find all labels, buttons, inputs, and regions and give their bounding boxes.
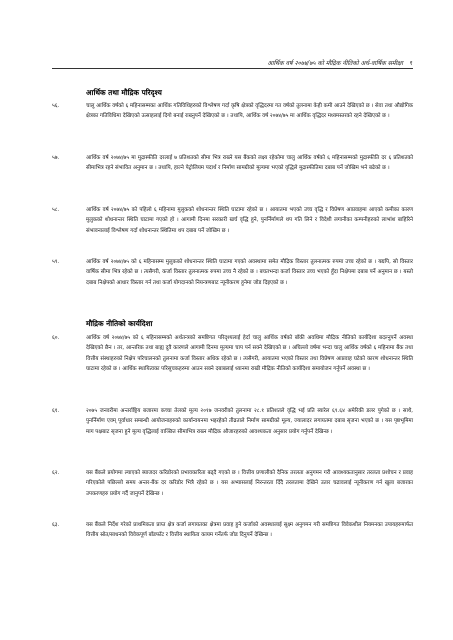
paragraph-number: ६३. (52, 522, 60, 528)
paragraph-text: यस बैंकले प्रयोगमा ल्याएको ब्याजदर करिडोरको प्रभावकारिता बढ्दै गएको छ । वित्तीय प्रणालीको दैनिक तरलता अनुगमन गरी आवश्यकतानुसार तरलता प्रशोचन र प्रवाह गरिएकोले पछिल्लो समय अन्तर-बैंक दर करिडोर भित्रै रहेको छ । यस अभ्यासलाई निरन्तरता दिँदै तरलतामा देखिने उतार चढावलाई न्यूनीकरण गर्न खुला बजारका उपकरणहरु प्रयोग गर्दै जानुपर्ने देखिन्छ । (86, 470, 413, 497)
paragraph-number: ६१. (52, 408, 60, 414)
paragraph-text: आर्थिक वर्ष २०७४/७५ को ६ महिनासम्म मुलुकको शोधनान्तर स्थिति घाटामा गएको अवस्थामा समेत मौद्रिक विस्तार तुलनात्मक रुपमा उच्च रहेको छ । यद्यपि, सो विस्तार वार्षिक सीमा भित्र रहेको छ । त्यसैगरी, कर्जा विस्तार तुलनात्मक रुपमा उच्च नै रहेको छ । बचतभन्दा कर्जा विस्तार उच्च भएको हुँदा निक्षेपमा दबाब पर्ने अनुमान छ । यस्तो दबाब निक्षेपको आधार विस्तार गर्न तथा कर्जा योगदानको नियन्त्रणबाट न्यूनीकरण हुनेमा जोड दिइएको छ । (86, 259, 413, 286)
paragraph-56 (52, 101, 413, 122)
paragraph-number: ६०. (52, 335, 60, 341)
paragraph-text: २०७५ जनवरीमा अन्तर्राष्ट्रिय बजारमा कच्चा तेलको मूल्य २०१७ जनवरीको तुलनामा २८.१ प्रतिशतले वृद्धि भई प्रति ब्यारेल ६९.६४ अमेरिकी डलर पुगेको छ । साथै, पुनर्निर्माण एवम् पूर्वाधार सम्बन्धी आयोजनाहरुको कार्यान्वयनमा भइरहेको तीव्रताले निर्माण सामग्रीको मूल्य, ज्यालादर लगायतमा दबाब सृजना भएको छ । यस पृष्ठभूमिमा माग पक्षबाट सृजना हुने मूल्य वृद्धिलाई वाञ्छित सीमाभित्र राख्न मौद्रिक औजारहरुको आवश्यकता अनुसार प्रयोग गर्नुपर्ने देखिन्छ । (86, 408, 413, 435)
paragraph-text: चालु आर्थिक वर्षको ६ महिनासम्मका आर्थिक गतिविधिहरुको विश्लेषण गर्दा कृषि क्षेत्रको वृद्धिदरमा गत वर्षको तुलनामा केही कमी आउने देखिएको छ । सेवा तथा औद्योगिक क्षेत्रका गतिविधिमा देखिएको उत्साहलाई दिगो बनाई राख्नुपर्ने देखिएको छ । तथापि, आर्थिक वर्ष २०७४/७५ मा आर्थिक वृद्धिदर मध्यमस्तरको रहने देखिएको छ । (86, 103, 413, 120)
header-rule (52, 68, 413, 69)
page-number: ९ (408, 60, 412, 67)
paragraph-number: ५८. (52, 207, 60, 213)
paragraph-number: ५६. (52, 103, 60, 109)
paragraph-57 (52, 153, 413, 174)
running-title: आर्थिक वर्ष २०७४/७५ को मौद्रिक नीतिको अर्ध-वार्षिक समीक्षा (267, 60, 404, 67)
paragraph-63 (52, 520, 413, 541)
paragraph-62 (52, 468, 413, 499)
paragraph-text: आर्थिक वर्ष २०७४/७५ को पहिलो ६ महिनामा मुलुकको शोधनान्तर स्थिति घाटामा रहेको छ । आयातमा भएको उच्च वृद्धि र विप्रेषण आप्रवाहमा आएको कमीका कारण मुलुकको शोधनान्तर स्थिति घाटामा गएको हो । आगामी दिनमा सरकारी खर्च वृद्धि हुने, पुनर्निर्माणले थप गति लिने र विदेशी लगानीका कम्पनीहरुको लाभांश बाहिरिने संभावनालाई विश्लेषण गर्दा शोधनान्तर स्थितिमा थप दबाब पर्ने जोखिम छ । (86, 207, 413, 234)
paragraph-59 (52, 257, 413, 288)
paragraph-58 (52, 205, 413, 236)
paragraph-text: आर्थिक वर्ष २०७४/७५ मा मुद्रास्फीति दरलाई ७ प्रतिशतको सीमा भित्र राख्ने यस बैंकको लक्ष्य रहेकोमा चालु आर्थिक वर्षको ६ महिनासम्मको मुद्रास्फीति दर ६ प्रतिशतको सीमाभित्र रहने संभावित अनुमान छ । तथापि, हाल्ने पेट्रोलियम पदार्थ र निर्माण सामग्रीको मूल्यमा भएको वृद्धिले मुद्रास्फीतिमा दबाब पर्ने जोखिम भने बढेको छ । (86, 155, 413, 172)
running-header (267, 58, 412, 67)
section-heading-monetary-policy-direction: मौद्रिक नीतिको कार्यदिशा (86, 319, 153, 328)
paragraph-60 (52, 333, 413, 375)
paragraph-number: ५७. (52, 155, 60, 161)
paragraph-text: यस बैंकले निर्देश गरेको प्राथमिकता प्राप्त क्षेत्र कर्जा लगायतका क्षेत्रमा प्रवाह हुने कर्जाको अवस्थालाई सूक्ष्म अनुगमन गरी समष्टिगत विवेकशील नियमनका उपायहरुमार्फत वित्तीय स्रोत/साधनको विवेकपूर्ण बाँडफाँट र वित्तीय स्थायित्व कायम गर्नेतर्फ जोड दिनुपर्ने देखिन्छ । (86, 522, 413, 539)
paragraph-text: आर्थिक वर्ष २०७४/७५ को ६ महिनासम्मको अर्थतन्त्रको समष्टिगत परिदृश्यलाई हेर्दा चालु आर्थिक वर्षको बाँकी अवधिमा मौद्रिक नीतिको कार्यदिशा बदल्नुपर्ने अवस्था देखिएको छैन । तर, आन्तरिक तथा बाह्य दुवै कारणले आगामी दिनमा मूल्यमा चाप पर्न सक्ने देखिएको छ । अघिल्लो वर्षमा भन्दा चालु आर्थिक वर्षको ६ महिनामा बैंक तथा वित्तीय संस्थाहरुको निक्षेप परिचालनको तुलनामा कर्जा विस्तार अधिक रहेको छ । त्यसैगरी, आयातमा भएको विस्तार तथा विप्रेषण आप्रवाह घटेको कारण शोधनान्तर स्थिति घाटामा रहेको छ । आर्थिक स्थायित्वका परिसूचकहरुमा आउन सक्ने दबाबलाई ध्यानमा राखी मौद्रिक नीतिको कार्यदिशा समायोजन गर्नुपर्ने अवस्था छ । (86, 335, 413, 373)
paragraph-number: ५९. (52, 259, 60, 265)
paragraph-61 (52, 406, 413, 437)
paragraph-number: ६२. (52, 470, 60, 476)
section-heading-economic-outlook: आर्थिक तथा मौद्रिक परिदृश्य (86, 88, 162, 97)
